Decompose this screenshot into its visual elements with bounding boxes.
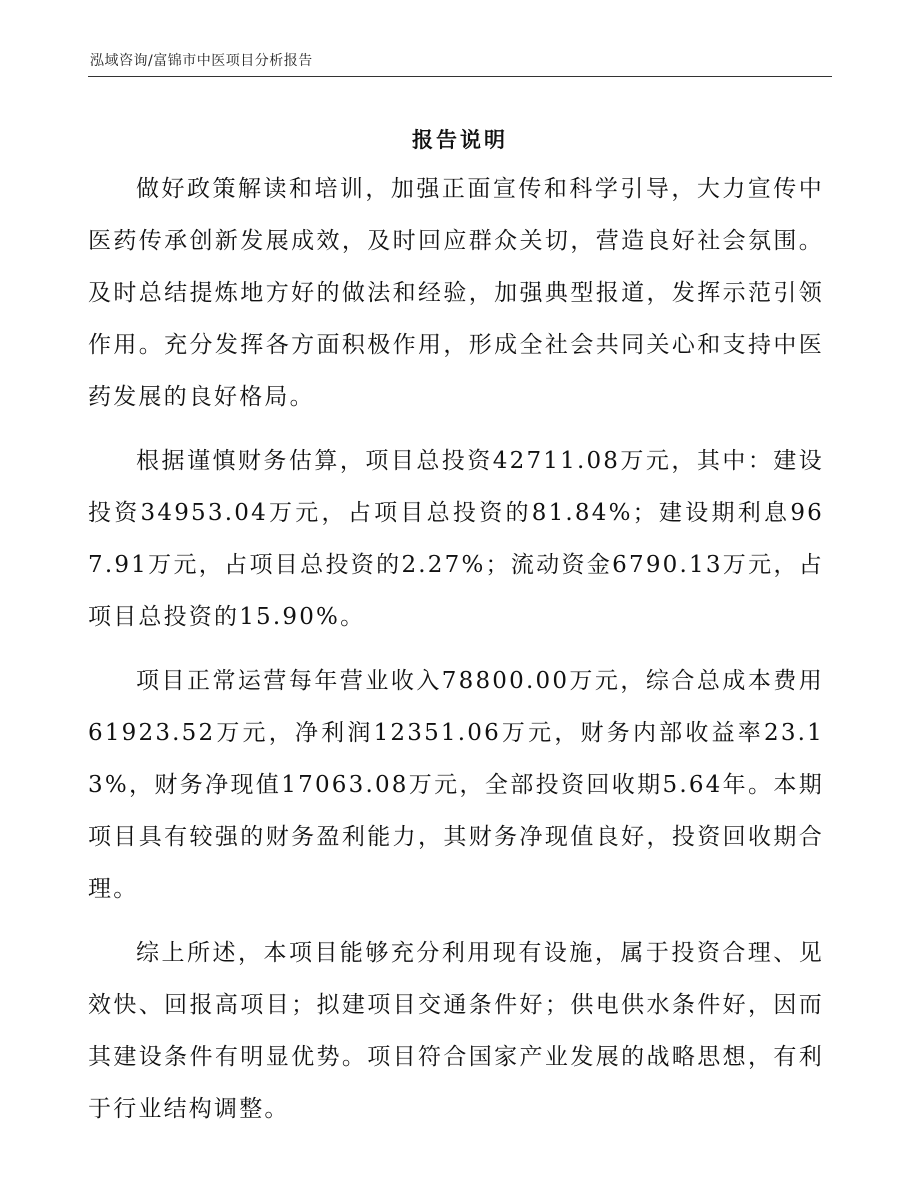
header-divider [88,76,832,77]
paragraph-policy-promotion: 做好政策解读和培训，加强正面宣传和科学引导，大力宣传中医药传承创新发展成效，及时回应群众关切，营造良好社会氛围。及时总结提炼地方好的做法和经验，加强典型报道，发挥示范引领作用。充分发挥各方面积极作用，形成全社会共同关心和支持中医药发展的良好格局。 [88,176,824,410]
document-body [88,163,824,1147]
page-title: 报告说明 [412,128,508,152]
paragraph-financial-returns: 项目正常运营每年营业收入78800.00万元，综合总成本费用61923.52万元，净利润12351.06万元，财务内部收益率23.13%，财务净现值17063.08万元，全部投资回收期5.64年。本期项目具有较强的财务盈利能力，其财务净现值良好，投资回收期合理。 [88,668,824,902]
running-header: 泓域咨询/富锦市中医项目分析报告 [90,53,313,69]
paragraph-conclusion: 综上所述，本项目能够充分利用现有设施，属于投资合理、见效快、回报高项目；拟建项目交通条件好；供电供水条件好，因而其建设条件有明显优势。项目符合国家产业发展的战略思想，有利于行业结构调整。 [88,940,824,1122]
paragraph-investment-estimate: 根据谨慎财务估算，项目总投资42711.08万元，其中：建设投资34953.04万元，占项目总投资的81.84%；建设期利息967.91万元，占项目总投资的2.27%；流动资金6790.13万元，占项目总投资的15.90%。 [88,448,824,630]
